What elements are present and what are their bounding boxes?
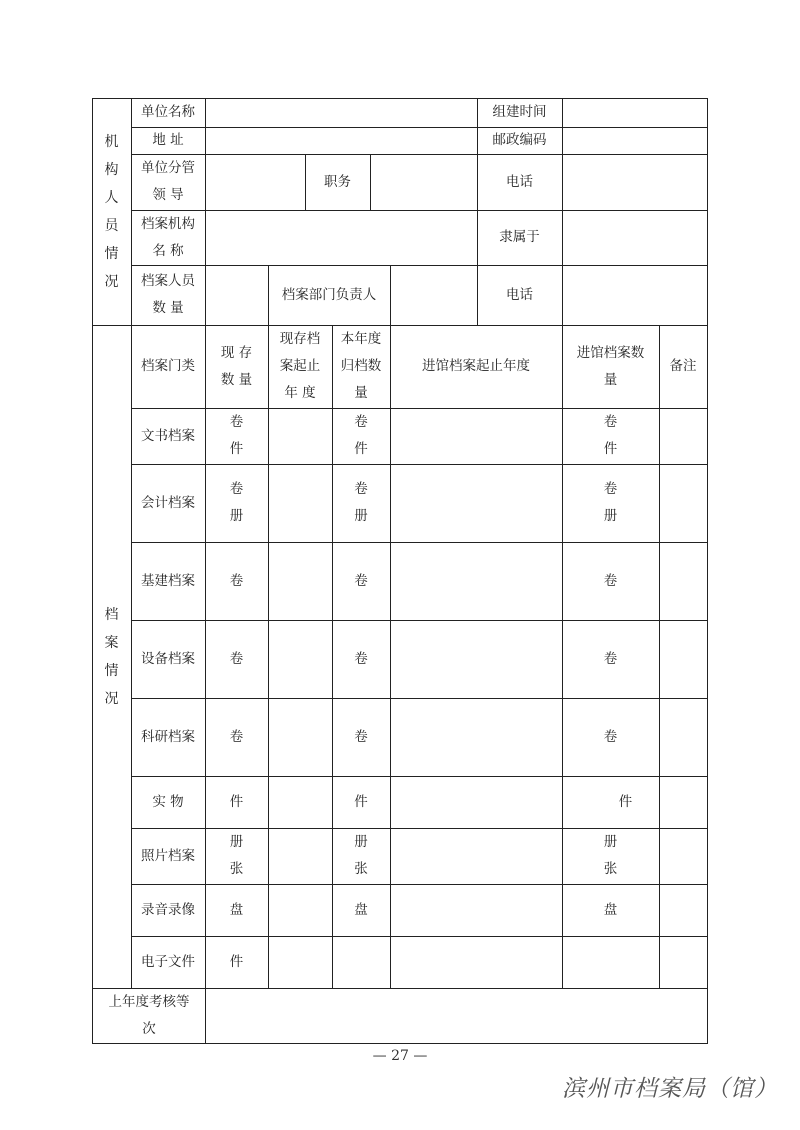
- established-time-label: 组建时间: [492, 104, 547, 120]
- row-divider: [131, 210, 708, 211]
- row-unit-current: 卷 件: [229, 414, 244, 457]
- leader-label: 单位分管 领 导: [141, 160, 195, 203]
- row-unit-this-year: 盘: [354, 901, 368, 918]
- row-divider: [131, 154, 708, 155]
- header-remarks: 备注: [669, 358, 697, 374]
- col-divider: [370, 154, 371, 211]
- row-unit-current: 盘: [229, 901, 244, 918]
- row-divider: [131, 127, 708, 128]
- phone-label-2: 电话: [506, 286, 533, 303]
- row-unit-this-year: 卷 件: [354, 414, 368, 457]
- header-transfer-years: 进馆档案起止年度: [422, 358, 530, 374]
- row-unit-current: 卷 册: [229, 481, 244, 524]
- row-category: 基建档案: [141, 572, 195, 589]
- row-unit-current: 件: [229, 793, 244, 810]
- row-category: 文书档案: [141, 427, 195, 444]
- archives-section-title: 档 案 情 况: [104, 606, 119, 707]
- header-this-year-qty: 本年度 归档数 量: [340, 331, 382, 401]
- row-unit-this-year: 卷: [354, 728, 368, 745]
- postcode-label: 邮政编码: [492, 132, 547, 148]
- header-category: 档案门类: [141, 358, 195, 374]
- row-unit-transfer: 件: [618, 793, 633, 810]
- archive-staff-label: 档案人员 数 量: [141, 273, 195, 316]
- header-transfer-qty: 进馆档案数 量: [576, 344, 645, 388]
- row-divider: [131, 265, 708, 266]
- row-category: 照片档案: [141, 847, 195, 864]
- row-unit-this-year: 卷: [354, 572, 368, 589]
- col-divider: [562, 98, 563, 326]
- row-unit-current: 件: [229, 953, 244, 970]
- row-category: 录音录像: [141, 901, 195, 918]
- row-unit-transfer: 盘: [603, 901, 618, 918]
- row-unit-transfer: 卷: [603, 650, 618, 667]
- row-category: 电子文件: [141, 953, 195, 970]
- row-unit-transfer: 卷 册: [603, 481, 618, 524]
- col-divider: [205, 98, 206, 326]
- table-border-bottom: [92, 1043, 708, 1044]
- watermark: 滨州市档案局（馆）: [562, 1076, 778, 1102]
- unit-name-label: 单位名称: [141, 104, 195, 120]
- archive-head-label: 档案部门负责人: [281, 286, 377, 303]
- row-unit-current: 卷: [229, 650, 244, 667]
- row-unit-transfer: 卷: [603, 728, 618, 745]
- row-unit-current: 册 张: [229, 834, 244, 877]
- row-category: 会计档案: [141, 494, 195, 511]
- row-unit-this-year: 册 张: [354, 834, 368, 877]
- assessment-label: 上年度考核等 次: [108, 993, 190, 1037]
- header-current-qty: 现 存 数 量: [220, 344, 253, 388]
- row-category: 科研档案: [141, 728, 195, 745]
- row-unit-current: 卷: [229, 728, 244, 745]
- col-divider: [659, 325, 660, 989]
- affiliated-label: 隶属于: [499, 229, 540, 245]
- position-label: 职务: [324, 173, 351, 190]
- institution-section-title: 机 构 人 员 情 况: [104, 134, 119, 290]
- phone-label: 电话: [506, 173, 533, 190]
- row-unit-this-year: 卷 册: [354, 481, 368, 524]
- address-label: 地 址: [152, 132, 184, 148]
- col-divider: [390, 325, 391, 989]
- col-divider: [268, 325, 269, 989]
- col-divider: [390, 265, 391, 326]
- row-unit-transfer: 册 张: [603, 834, 618, 877]
- archive-org-label: 档案机构 名 称: [141, 215, 195, 259]
- table-border-right: [707, 98, 708, 1044]
- row-unit-transfer: 卷: [603, 572, 618, 589]
- row-unit-transfer: 卷 件: [603, 414, 618, 457]
- header-current-years: 现存档 案起止 年 度: [279, 331, 321, 401]
- row-category: 设备档案: [141, 650, 195, 667]
- row-unit-this-year: 卷: [354, 650, 368, 667]
- page-number: — 27 —: [372, 1048, 428, 1064]
- row-unit-current: 卷: [229, 572, 244, 589]
- row-category: 实 物: [152, 793, 184, 810]
- row-unit-this-year: 件: [354, 793, 368, 810]
